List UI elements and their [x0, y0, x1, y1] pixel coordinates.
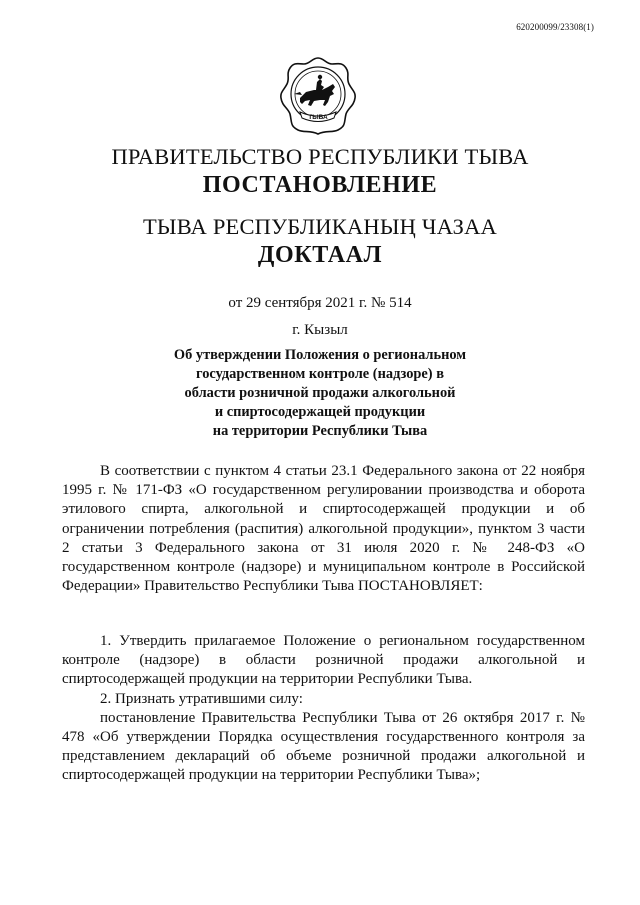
document-id: 620200099/23308(1) [516, 22, 594, 32]
preamble-block [62, 462, 585, 596]
item-2-paragraph: 2. Признать утратившими силу: [100, 690, 303, 707]
title-line: Об утверждении Положения о региональном [173, 347, 467, 363]
document-city: г. Кызыл [292, 322, 348, 338]
title-line: и спиртосодержащей продукции [214, 404, 426, 420]
document-date-number: от 29 сентября 2021 г. № 514 [228, 295, 412, 311]
document-type-ru: ПОСТАНОВЛЕНИЕ [202, 172, 438, 198]
preamble-paragraph: В соответствии с пунктом 4 статьи 23.1 Федерального закона от 22 ноября 1995 г. № 171-ФЗ «О государственном регулировании производства и оборота этилового спирта, алкогольной и спиртосодержащей продукции и об ограничении потребления (распития) алкогольной продукции», пунктом 3 части 2 статьи 3 Федерального закона от 31 июля 2020 г. № 248-ФЗ «О государственном контроле (надзоре) и муниципальном контроле в Российской Федерации» Правительство Республики Тыва ПОСТАНОВЛЯЕТ: [62, 463, 585, 595]
document-type-tyv: ДОКТААЛ [257, 242, 383, 268]
resolution-items [62, 632, 585, 786]
tyva-coat-of-arms-icon [276, 54, 360, 138]
svg-text:ТЫВА: ТЫВА [308, 114, 328, 121]
item-1-paragraph: 1. Утвердить прилагаемое Положение о региональном государственном контроле (надзоре) в области розничной продажи алкогольной и спиртосодержащей продукции на территории Республики Тыва. [62, 633, 585, 688]
government-name-ru: ПРАВИТЕЛЬСТВО РЕСПУБЛИКИ ТЫВА [111, 144, 529, 169]
title-line: на территории Республики Тыва [212, 423, 428, 439]
item-2-subparagraph: постановление Правительства Республики Тыва от 26 октября 2017 г. № 478 «Об утверждении Порядка осуществления государственного контроля за представлением деклараций об объеме розничной продажи алкогольной и спиртосодержащей продукции на территории Республики Тыва»; [62, 709, 585, 784]
title-line: государственном контроле (надзоре) в [196, 366, 444, 382]
government-name-tyv: ТЫВА РЕСПУБЛИКАНЫҢ ЧАЗАА [142, 214, 498, 239]
document-title [150, 346, 490, 441]
title-line: области розничной продажи алкогольной [184, 385, 456, 401]
